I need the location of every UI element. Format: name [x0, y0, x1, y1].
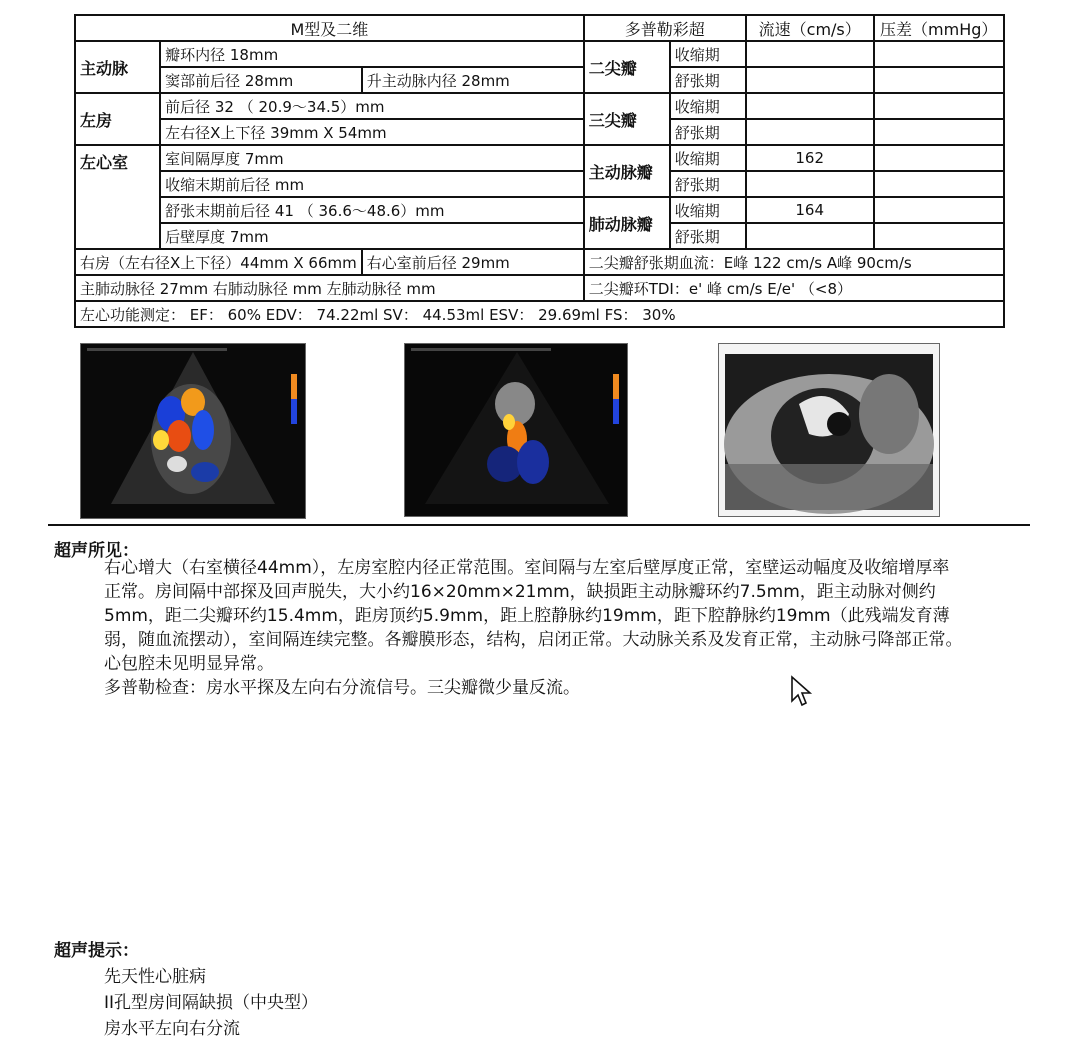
lv-label: 左心室 — [75, 145, 160, 249]
aorta-label: 主动脉 — [75, 41, 160, 93]
mitral-sys-velocity — [746, 41, 874, 67]
lv-ivs: 室间隔厚度 7mm — [160, 145, 584, 171]
findings-body — [104, 556, 964, 700]
aorta-sinus: 窦部前后径 28mm — [160, 67, 362, 93]
tricuspid-sys-velocity — [746, 93, 874, 119]
color-doppler-image-1 — [80, 343, 306, 519]
conclusion-title: 超声提示： — [54, 941, 139, 961]
aortic-dia-velocity — [746, 171, 874, 197]
header-velocity: 流速（cm/s） — [746, 15, 874, 41]
lv-esd: 收缩末期前后径 mm — [160, 171, 584, 197]
aortic-sys-pressure — [874, 145, 1004, 171]
mitral-diastolic-flow: 二尖瓣舒张期血流：E峰 122 cm/s A峰 90cm/s — [584, 249, 1004, 275]
aortic-sys-velocity: 162 — [746, 145, 874, 171]
mitral-dia-velocity — [746, 67, 874, 93]
pulmonary-dia-label: 舒张期 — [670, 223, 746, 249]
conclusion-item: 房水平左向右分流 — [104, 1019, 240, 1039]
conclusion-item: II孔型房间隔缺损（中央型） — [104, 993, 319, 1013]
header-pressure: 压差（mmHg） — [874, 15, 1004, 41]
rv-ap: 右心室前后径 29mm — [362, 249, 584, 275]
color-doppler-image-2 — [404, 343, 628, 517]
pulmonary-sys-velocity: 164 — [746, 197, 874, 223]
findings-paragraph: 右心增大（右室横径44mm），左房室腔内径正常范围。室间隔与左室后壁厚度正常，室壁运动幅度及收缩增厚率正常。房间隔中部探及回声脱失，大小约16×20mm×21mm，缺损距主动脉瓣环约7.5mm，距主动脉对侧约5mm，距二尖瓣环约15.4mm，距房顶约5.9mm，距上腔静脉约19mm，距下腔静脉约19mm（此残端发育薄弱，随血流摆动），室间隔连续完整。各瓣膜形态，结构，启闭正常。大动脉关系及发育正常，主动脉弓降部正常。心包腔未见明显异常。 — [104, 558, 963, 674]
aorta-ring: 瓣环内径 18mm — [160, 41, 584, 67]
mitral-dia-pressure — [874, 67, 1004, 93]
mitral-sys-label: 收缩期 — [670, 41, 746, 67]
valve-name-aortic: 主动脉瓣 — [584, 145, 670, 197]
la-lr: 左右径X上下径 39mm X 54mm — [160, 119, 584, 145]
tricuspid-dia-velocity — [746, 119, 874, 145]
aortic-sys-label: 收缩期 — [670, 145, 746, 171]
pulmonary-sys-pressure — [874, 197, 1004, 223]
valve-name-tricuspid: 三尖瓣 — [584, 93, 670, 145]
mitral-sys-pressure — [874, 41, 1004, 67]
la-label: 左房 — [75, 93, 160, 145]
la-ap: 前后径 32 （ 20.9～34.5）mm — [160, 93, 584, 119]
lv-edd: 舒张末期前后径 41 （ 36.6～48.6）mm — [160, 197, 584, 223]
findings-title: 超声所见： — [54, 541, 139, 561]
conclusion-list — [104, 964, 318, 1042]
pulmonary-dia-velocity — [746, 223, 874, 249]
aortic-dia-label: 舒张期 — [670, 171, 746, 197]
section-divider — [48, 524, 1030, 526]
mitral-annulus-tdi: 二尖瓣环TDI：e' 峰 cm/s E/e' （<8） — [584, 275, 1004, 301]
valve-name-pulmonary: 肺动脉瓣 — [584, 197, 670, 249]
tricuspid-sys-label: 收缩期 — [670, 93, 746, 119]
header-doppler: 多普勒彩超 — [584, 15, 746, 41]
lv-pw: 后壁厚度 7mm — [160, 223, 584, 249]
doppler-findings: 多普勒检查：房水平探及左向右分流信号。三尖瓣微少量反流。 — [104, 678, 580, 698]
mitral-dia-label: 舒张期 — [670, 67, 746, 93]
pulmonary-artery-diameters: 主肺动脉径 27mm 右肺动脉径 mm 左肺动脉径 mm — [75, 275, 584, 301]
pulmonary-dia-pressure — [874, 223, 1004, 249]
aortic-dia-pressure — [874, 171, 1004, 197]
tricuspid-dia-pressure — [874, 119, 1004, 145]
valve-name-mitral: 二尖瓣 — [584, 41, 670, 93]
ra-size: 右房（左右径X上下径）44mm X 66mm — [75, 249, 362, 275]
mouse-pointer-icon — [790, 675, 814, 709]
aorta-ascending: 升主动脉内径 28mm — [362, 67, 584, 93]
conclusion-item: 先天性心脏病 — [104, 967, 206, 987]
ultrasound-images — [0, 343, 1080, 518]
lv-function: 左心功能测定： EF： 60% EDV： 74.22ml SV： 44.53ml ESV： 29.69ml FS： 30% — [75, 301, 1004, 327]
ultrasound-image-3 — [718, 343, 940, 517]
header-mmode-2d: M型及二维 — [75, 15, 584, 41]
tricuspid-dia-label: 舒张期 — [670, 119, 746, 145]
tricuspid-sys-pressure — [874, 93, 1004, 119]
echo-report-table — [74, 14, 1005, 328]
pulmonary-sys-label: 收缩期 — [670, 197, 746, 223]
